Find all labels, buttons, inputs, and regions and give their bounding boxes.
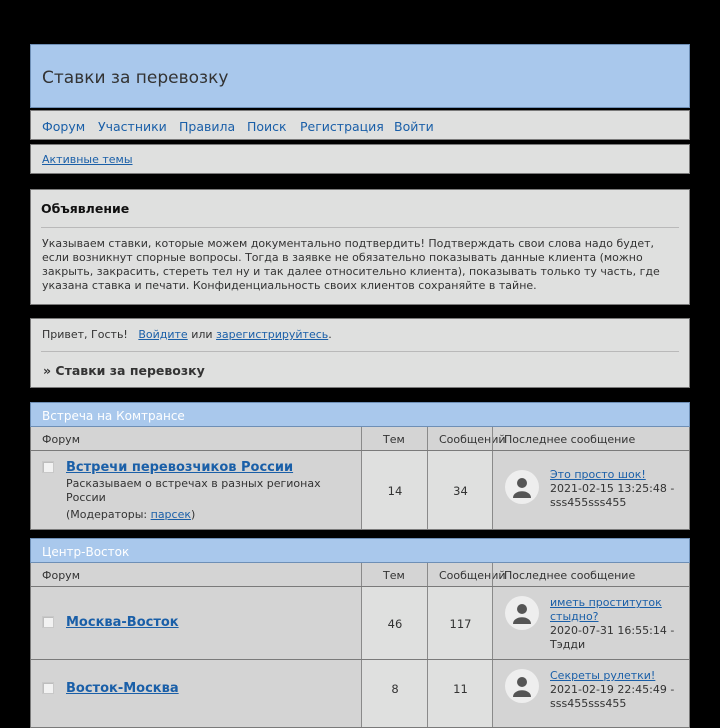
- nav-search[interactable]: Поиск: [247, 119, 287, 134]
- category-title: Центр-Восток: [30, 538, 690, 563]
- col-last-post: Последнее сообщение: [504, 433, 636, 446]
- active-topics-link[interactable]: Активные темы: [42, 153, 133, 166]
- announcement-box: [30, 189, 690, 305]
- column-headers: [30, 563, 690, 587]
- nav-login[interactable]: Войти: [394, 119, 434, 134]
- last-post-info: [550, 596, 690, 652]
- post-count: 117: [449, 617, 472, 631]
- col-posts: Сообщений: [439, 433, 506, 446]
- category-title: Встреча на Комтрансе: [30, 402, 690, 427]
- forum-row[interactable]: [30, 587, 690, 660]
- period-text: .: [328, 328, 332, 341]
- welcome-line: [42, 328, 332, 341]
- last-post-date: 2021-02-19 22:45:49 -: [550, 683, 675, 696]
- site-title: Ставки за перевозку: [42, 68, 229, 88]
- category-block: [30, 402, 690, 530]
- forum-status-icon: [42, 616, 54, 628]
- forum-moderators: (Модераторы: парсек): [66, 508, 196, 521]
- divider: [41, 227, 679, 228]
- post-count: 11: [453, 682, 468, 696]
- last-post-link[interactable]: иметь проституток стыдно?: [550, 596, 662, 623]
- divider: [41, 351, 679, 352]
- greeting-text: Привет, Гость!: [42, 328, 128, 341]
- forum-status-icon: [42, 682, 54, 694]
- sub-nav: [30, 144, 690, 174]
- col-topics: Тем: [383, 433, 405, 446]
- announcement-heading: Объявление: [41, 201, 130, 216]
- topic-count: 14: [387, 484, 403, 498]
- forum-description: Расказываем о встречах в разных регионах России: [66, 477, 321, 504]
- last-post-date: 2020-07-31 16:55:14 -: [550, 624, 675, 637]
- col-forum: Форум: [42, 433, 80, 446]
- col-topics: Тем: [383, 569, 405, 582]
- last-post-author: sss455sss455: [550, 697, 627, 710]
- forum-row[interactable]: [30, 451, 690, 530]
- category-block: [30, 538, 690, 728]
- announcement-text: Указываем ставки, которые можем документально подтвердить! Подтверждать свои слова надо будет, если возникнут спорные вопросы. Тогда в заявке не обязательно показывать данные клиента (можно закрыть, закрасить, стереть тел ну и так далее относительно клиента), показывать только ту часть, где указана ставка и печати. Конфиденциальность своих клиентов сохраняйте в тайне.: [42, 237, 660, 292]
- moderator-link[interactable]: парсек: [150, 508, 191, 521]
- site-header: [30, 44, 690, 108]
- login-link[interactable]: Войдите: [138, 328, 188, 341]
- last-post-author: Тэдди: [550, 638, 586, 651]
- col-last-post: Последнее сообщение: [504, 569, 636, 582]
- avatar-icon: [505, 470, 539, 504]
- forum-row[interactable]: [30, 660, 690, 728]
- avatar-icon: [505, 669, 539, 703]
- forum-status-icon: [42, 461, 54, 473]
- last-post-author: sss455sss455: [550, 496, 627, 509]
- register-link[interactable]: зарегистрируйтесь: [216, 328, 329, 341]
- or-text: или: [191, 328, 213, 341]
- welcome-box: [30, 318, 690, 388]
- page-wrapper: [30, 44, 690, 710]
- main-nav: [30, 110, 690, 140]
- nav-rules[interactable]: Правила: [179, 119, 236, 134]
- last-post-date: 2021-02-15 13:25:48 -: [550, 482, 675, 495]
- topic-count: 8: [391, 682, 399, 696]
- col-forum: Форум: [42, 569, 80, 582]
- last-post-info: [550, 468, 690, 510]
- avatar-icon: [505, 596, 539, 630]
- post-count: 34: [453, 484, 468, 498]
- last-post-link[interactable]: Секреты рулетки!: [550, 669, 656, 682]
- nav-register[interactable]: Регистрация: [300, 119, 384, 134]
- col-posts: Сообщений: [439, 569, 506, 582]
- nav-members[interactable]: Участники: [98, 119, 167, 134]
- forum-title-link[interactable]: Москва-Восток: [66, 615, 179, 630]
- topic-count: 46: [387, 617, 403, 631]
- forum-title-link[interactable]: Встречи перевозчиков России: [66, 460, 294, 475]
- nav-forum[interactable]: Форум: [42, 119, 86, 134]
- breadcrumb: » Ставки за перевозку: [43, 363, 205, 378]
- last-post-link[interactable]: Это просто шок!: [550, 468, 646, 481]
- forum-title-link[interactable]: Восток-Москва: [66, 681, 179, 696]
- column-headers: [30, 427, 690, 451]
- last-post-info: [550, 669, 690, 711]
